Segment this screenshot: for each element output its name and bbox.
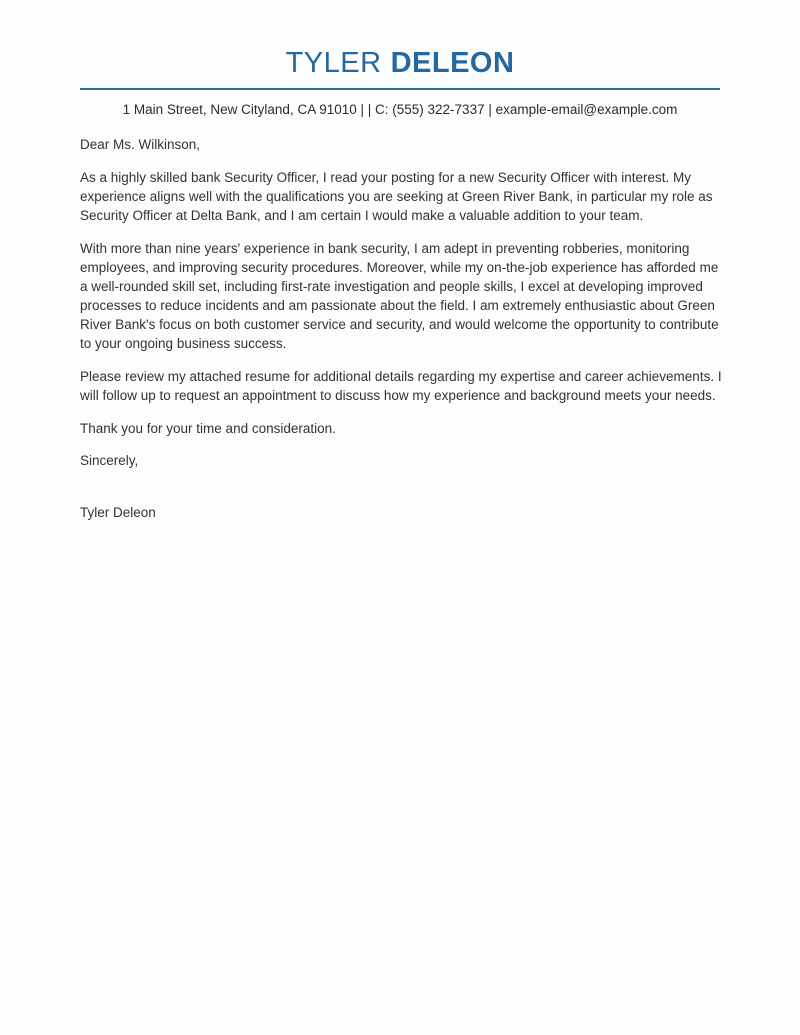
body-paragraph-experience: With more than nine years' experience in bank security, I am adept in preventing robberies, monitoring employees, and improving security procedures. Moreover, while my on-the-job experience has afforded me a well-rounded skill set, including first-rate investigation and people skills, I excel at developing improved processes to reduce incidents and am passionate about the field. I am extremely enthusiastic about Green River Bank's focus on both customer service and security, and would welcome the opportunity to contribute to your ongoing business success. [80, 241, 719, 351]
letter-header [80, 0, 720, 119]
body-paragraph-intro: As a highly skilled bank Security Officer, I read your posting for a new Security Officer with interest. My experience aligns well with the qualifications you are seeking at Green River Bank, in particular my role as Security Officer at Delta Bank, and I am certain I would make a valuable addition to your team. [80, 170, 713, 223]
letter-body [80, 135, 725, 522]
title-last-name: DELEON [390, 47, 515, 79]
contact-info: 1 Main Street, New Cityland, CA 91010 | | C: (555) 322-7337 | example-email@example.com [122, 102, 678, 117]
header-divider [80, 88, 720, 90]
title-first-name: TYLER [285, 47, 382, 79]
signature-name: Tyler Deleon [80, 505, 156, 520]
body-paragraph-followup: Please review my attached resume for additional details regarding my expertise and career achievements. I will follow up to request an appointment to discuss how my experience and background meets your needs. [80, 369, 722, 403]
closing: Sincerely, [80, 453, 139, 468]
thanks-line: Thank you for your time and consideration. [80, 421, 336, 436]
page-title [80, 46, 720, 80]
salutation: Dear Ms. Wilkinson, [80, 137, 201, 152]
